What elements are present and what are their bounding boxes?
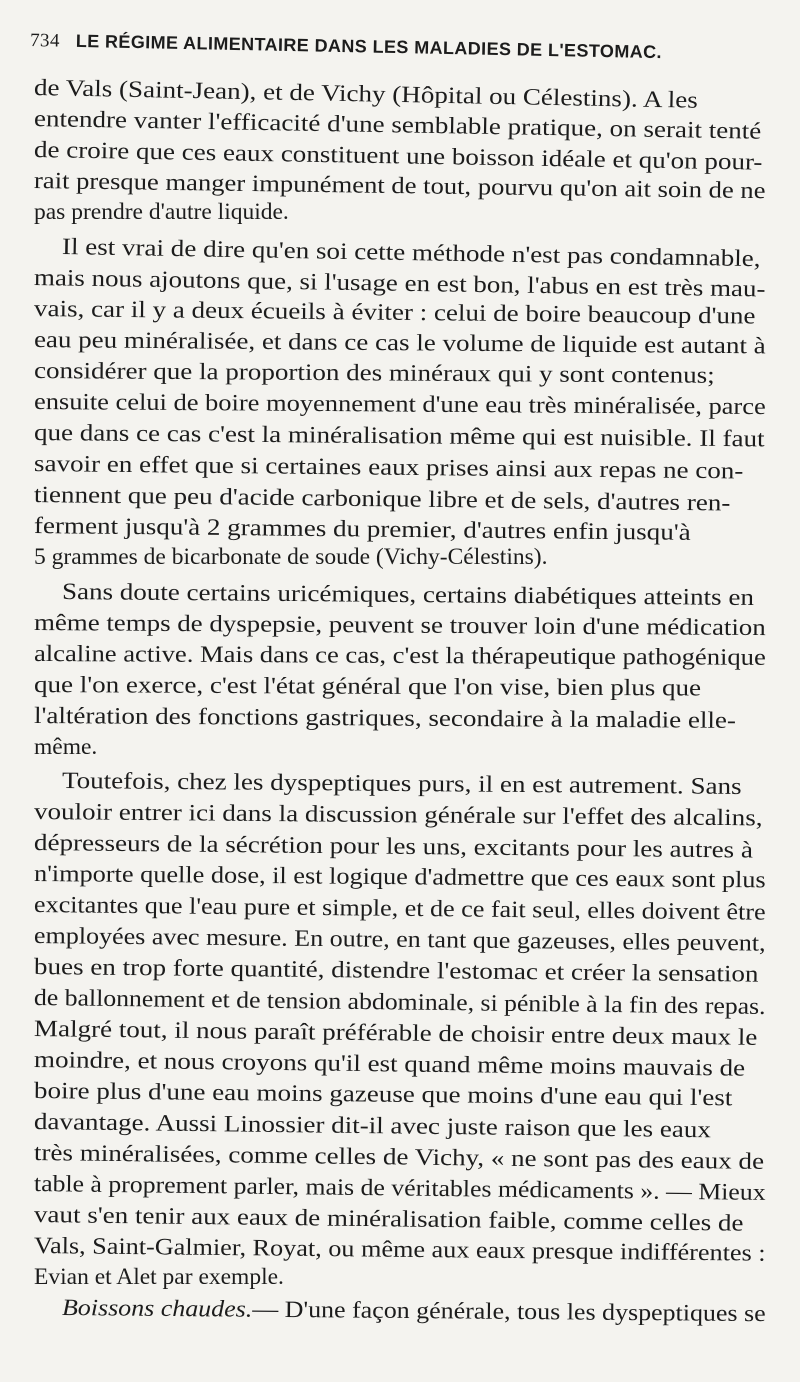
line-body: même temps de dyspepsie, peuvent se trouver loin d'une médication: [33, 610, 766, 642]
line-body: dépresseurs de la sécrétion pour les uns, excitants pour les autres à: [33, 830, 754, 864]
line-body: très minéralisées, comme celles de Vichy, « ne sont pas des eaux de: [33, 1140, 765, 1175]
line-body: que l'on exerce, c'est l'état général que l'on vise, bien plus que: [33, 672, 702, 702]
line-body: employées avec mesure. En outre, en tant que gazeuses, elles peuvent,: [33, 923, 766, 957]
line-body: boire plus d'une eau moins gazeuse que moins d'une eau qui l'est: [33, 1078, 733, 1112]
line-body: vaut s'en tenir aux eaux de minéralisation faible, comme celles de: [33, 1202, 744, 1237]
line-body: même.: [34, 734, 98, 760]
line-body: alcaline active. Mais dans ce cas, c'est la thérapeutique pathogénique: [33, 641, 766, 671]
line-body: rait presque manger impunément de tout, pourvu qu'on ait soin de ne: [33, 168, 766, 205]
text-line: [34, 196, 766, 229]
line-body: l'altération des fonctions gastriques, secondaire à la maladie elle-: [33, 703, 737, 734]
line-text: [62, 1292, 766, 1331]
text-line: [34, 1261, 766, 1294]
line-text: [34, 1261, 284, 1294]
line-body: Malgré tout, il nous paraît préférable de choisir entre deux maux le: [33, 1016, 758, 1051]
line-body: davantage. Aussi Linossier dit-il avec juste raison que les eaux: [33, 1109, 712, 1144]
line-body: Il est vrai de dire qu'en soi cette méthode n'est pas condamnable,: [61, 234, 761, 273]
line-body: considérer que la proportion des minéraux qui y sont contenus;: [33, 358, 715, 389]
line-body: bues en trop forte quantité, distendre l'estomac et créer la sensation: [33, 954, 759, 988]
text-line: [62, 1292, 766, 1331]
line-body: vouloir entrer ici dans la discussion générale sur l'effet des alcalins,: [33, 799, 763, 832]
line-body: n'importe quelle dose, il est logique d'admettre que ces eaux sont plus: [33, 861, 766, 894]
line-body: moindre, et nous croyons qu'il est quand même moins mauvais de: [33, 1047, 746, 1082]
line-body: — D'une façon générale, tous les dyspeptiques se: [252, 1296, 766, 1328]
line-body: Sans doute certains uricémiques, certains diabétiques atteints en: [61, 579, 755, 612]
line-body: ensuite celui de boire moyennement d'une eau très minéralisée, parce: [33, 389, 766, 421]
line-body: de croire que ces eaux constituent une boisson idéale et qu'on pour-: [33, 137, 763, 176]
line-body: Vals, Saint-Galmier, Royat, ou même aux eaux presque indifférentes :: [33, 1233, 766, 1267]
page-number: 734: [29, 30, 61, 52]
line-body: Evian et Alet par exemple.: [34, 1264, 284, 1290]
line-body: de ballonnement et de tension abdominale, si pénible à la fin des repas.: [33, 985, 766, 1020]
line-text: [34, 541, 547, 574]
line-body: mais nous ajoutons que, si l'usage en est bon, l'abus en est très mau-: [33, 265, 766, 303]
line-body: de Vals (Saint-Jean), et de Vichy (Hôpital ou Célestins). A les: [33, 75, 699, 114]
line-body: eau peu minéralisée, et dans ce cas le volume de liquide est autant à: [33, 327, 766, 360]
line-body: tiennent que peu d'acide carbonique libre et de sels, d'autres ren-: [33, 482, 731, 517]
line-text: [34, 196, 289, 229]
running-title: LE RÉGIME ALIMENTAIRE DANS LES MALADIES DE L'ESTOMAC.: [75, 30, 663, 63]
line-body: entendre vanter l'efficacité d'une semblable pratique, on serait tenté: [33, 106, 762, 145]
text-line: [34, 541, 766, 574]
line-body: que dans ce cas c'est la minéralisation même qui est nuisible. Il faut: [33, 420, 765, 453]
line-body: Toutefois, chez les dyspeptiques purs, il en est autrement. Sans: [61, 768, 742, 800]
line-text: [34, 731, 97, 764]
line-body: excitantes que l'eau pure et simple, et de ce fait seul, elles doivent être: [33, 892, 766, 926]
text-line: [34, 731, 766, 764]
running-header: [30, 30, 791, 79]
line-body: savoir en effet que si certaines eaux prises ainsi aux repas ne con-: [33, 451, 744, 485]
line-body: 5 grammes de bicarbonate de soude (Vichy-Célestins).: [34, 544, 548, 570]
line-body: vais, car il y a deux écueils à éviter : celui de boire beaucoup d'une: [33, 296, 756, 330]
section-run-in-heading: Boissons chaudes.: [61, 1295, 253, 1323]
line-body: table à proprement parler, mais de véritables médicaments ». — Mieux: [33, 1171, 766, 1206]
line-body: pas prendre d'autre liquide.: [34, 199, 289, 225]
line-body: ferment jusqu'à 2 grammes du premier, d'autres enfin jusqu'à: [33, 513, 691, 546]
